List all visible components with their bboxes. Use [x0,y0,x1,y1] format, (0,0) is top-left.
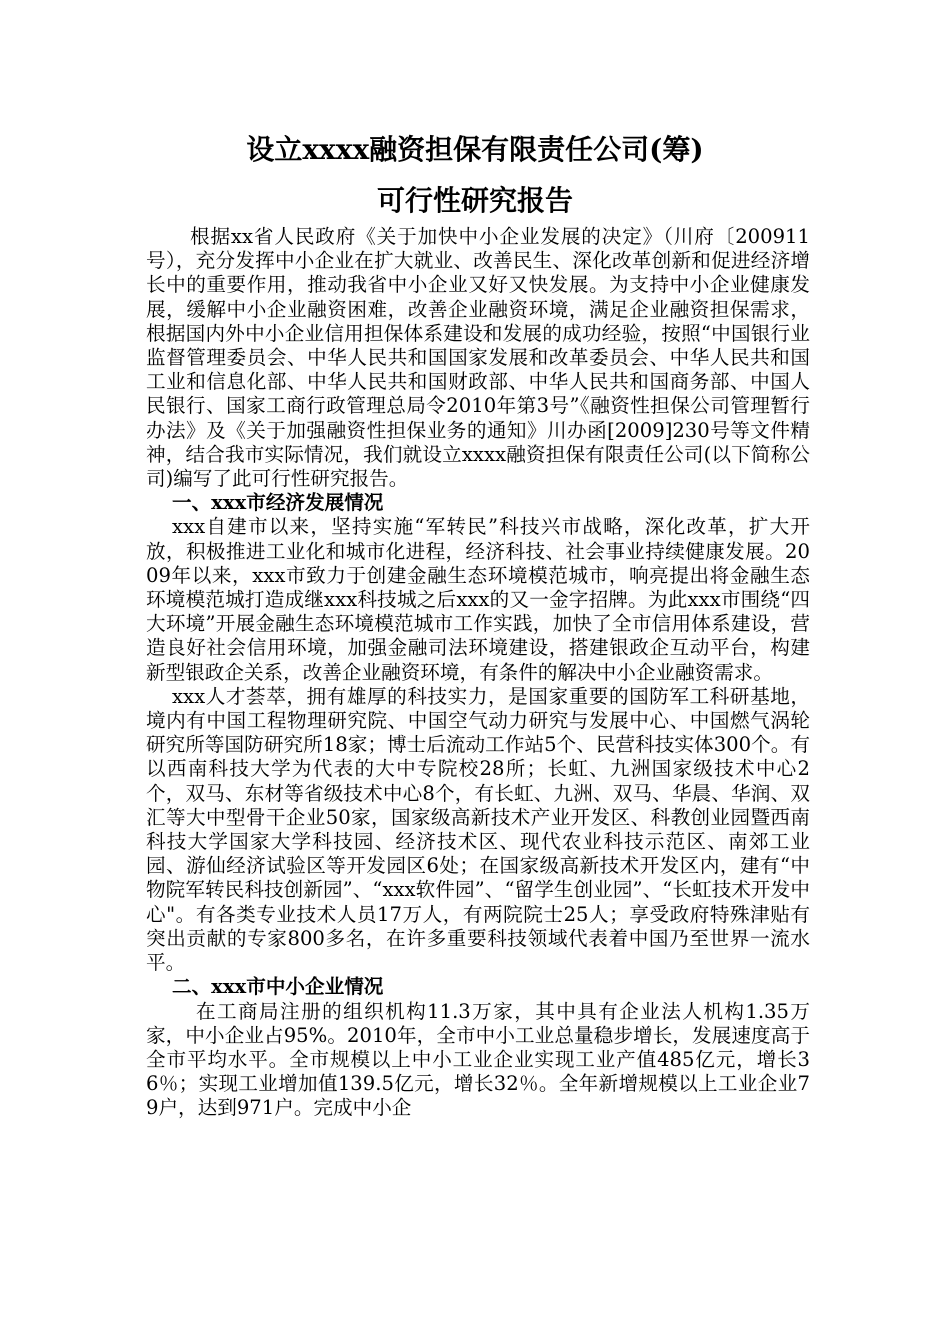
document-title-line1: 设立xxxx融资担保有限责任公司(筹) [246,133,704,166]
section-heading-1: 一、xxx市经济发展情况 [172,491,384,515]
section-heading-2: 二、xxx市中小企业情况 [172,975,384,999]
document-title-line2: 可行性研究报告 [376,184,573,217]
section1-paragraph-1: xxx自建市以来，坚持实施“军转民”科技兴市战略，深化改革，扩大开放，积极推进工业化和城市化进程，经济科技、社会事业持续健康发展。2009年以来，xxx市致力于创建金融生态环境模范城市，响亮提出将金融生态环境模范城打造成继xxx科技城之后xxx的又一金字招牌。为此xxx市围绕“四大环境”开展金融生态环境模范城市工作实践，加快了全市信用体系建设，营造良好社会信用环境，加强金融司法环境建设，搭建银政企互动平台，构建新型银政企关系，改善企业融资环境，有条件的解决中小企业融资需求。 [146,515,810,684]
section2-paragraph-1: 在工商局注册的组织机构11.3万家，其中具有企业法人机构1.35万家，中小企业占95%。2010年，全市中小工业总量稳步增长，发展速度高于全市平均水平。全市规模以上中小工业企业实现工业产值485亿元，增长36％；实现工业增加值139.5亿元，增长32％。全年新增规模以上工业企业79户，达到971户。完成中小企 [146,999,810,1120]
intro-paragraph: 根据xx省人民政府《关于加快中小企业发展的决定》（川府〔200911号），充分发挥中小企业在扩大就业、改善民生、深化改革创新和促进经济增长中的重要作用，推动我省中小企业又好又快发展。为支持中小企业健康发展，缓解中小企业融资困难，改善企业融资环境，满足企业融资担保需求，根据国内外中小企业信用担保体系建设和发展的成功经验，按照“中国银行业监督管理委员会、中华人民共和国国家发展和改革委员会、中华人民共和国工业和信息化部、中华人民共和国财政部、中华人民共和国商务部、中国人民银行、国家工商行政管理总局令2010年第3号”《融资性担保公司管理暂行办法》及《关于加强融资性担保业务的通知》川办函[2009]230号等文件精神，结合我市实际情况，我们就设立xxxx融资担保有限责任公司(以下简称公司)编写了此可行性研究报告。 [146,225,810,491]
document-body [146,225,810,1121]
section1-paragraph-2: xxx人才荟萃，拥有雄厚的科技实力，是国家重要的国防军工科研基地，境内有中国工程物理研究院、中国空气动力研究与发展中心、中国燃气涡轮研究所等国防研究所18家；博士后流动工作站5个、民营科技实体300个。有以西南科技大学为代表的大中专院校28所；长虹、九洲国家级技术中心2个，双马、东材等省级技术中心8个，有长虹、九洲、双马、华晨、华润、双汇等大中型骨干企业50家，国家级高新技术产业开发区、科教创业园暨西南科技大学国家大学科技园、经济技术区、现代农业科技示范区、南郊工业园、游仙经济试验区等开发园区6处；在国家级高新技术开发区内，建有“中物院军转民科技创新园”、“xxx软件园”、“留学生创业园”、“长虹技术开发中心"。有各类专业技术人员17万人，有两院院士25人；享受政府特殊津贴有突出贡献的专家800多名，在许多重要科技领域代表着中国乃至世界一流水平。 [146,684,810,975]
